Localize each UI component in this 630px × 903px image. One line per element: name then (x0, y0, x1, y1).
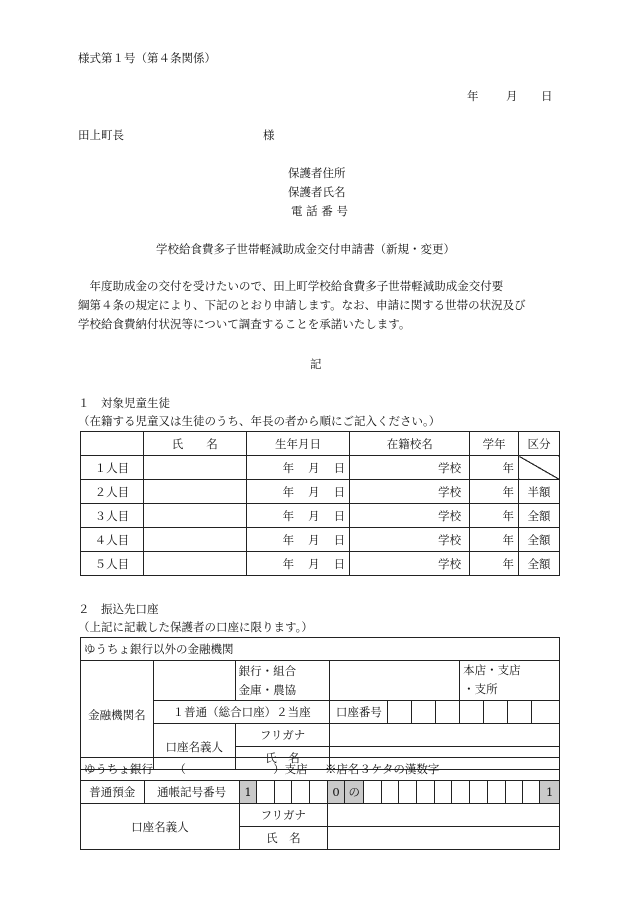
child-name-field[interactable] (143, 552, 246, 576)
institution-label: 金融機関名 (81, 661, 154, 770)
furigana-label: フリガナ (235, 724, 330, 747)
section2-note: （上記に記載した保護者の口座に限ります。） (78, 620, 313, 634)
birth-month-unit: 月 (308, 484, 320, 499)
holder-label: 口座名義人 (153, 724, 235, 770)
birth-year-unit: 年 (282, 484, 295, 499)
grade-suffix: 年 (502, 460, 515, 475)
child-label: １人目 (81, 456, 144, 480)
date-day-label: 日 (541, 89, 553, 103)
birth-day-unit: 日 (333, 508, 346, 523)
grade-suffix: 年 (502, 556, 515, 571)
child-grade-field[interactable] (470, 528, 519, 552)
other-bank-header: ゆうちょ銀行以外の金融機関 (81, 638, 560, 661)
passbook-digit[interactable] (434, 781, 451, 804)
child-name-field[interactable] (143, 480, 246, 504)
passbook-digit[interactable] (399, 781, 417, 804)
account-number-label: 口座番号 (330, 701, 388, 724)
children-table (80, 431, 560, 576)
child-school-field[interactable] (350, 528, 470, 552)
applicant-phone-label: 電 話 番 号 (291, 204, 348, 218)
child-birth-field[interactable] (246, 456, 350, 480)
account-digit[interactable] (388, 701, 412, 724)
passbook-no-separator: の (345, 781, 364, 804)
child-category: 全額 (519, 528, 560, 552)
birth-month-unit: 月 (308, 460, 320, 475)
page-title: 学校給食費多子世帯軽減助成金交付申請書（新規・変更） (156, 242, 455, 256)
form-number: 様式第１号（第４条関係） (78, 51, 216, 65)
body-line-1: 年度助成金の交付を受けたいので、田上町学校給食費多子世帯軽減助成金交付要 (78, 279, 504, 293)
passbook-digit[interactable] (452, 781, 469, 804)
ki-marker: 記 (310, 357, 322, 371)
branch-type-options[interactable] (460, 661, 560, 701)
yucho-open-paren: （ (174, 762, 186, 776)
branch-types-line1: 本店・支店 (463, 663, 521, 677)
passbook-digit[interactable] (488, 781, 505, 804)
account-digit[interactable] (460, 701, 484, 724)
passbook-digit-last: 1 (540, 781, 560, 804)
children-header-school: 在籍校名 (350, 432, 470, 456)
yucho-holder-label: 口座名義人 (81, 804, 240, 850)
passbook-digit[interactable] (364, 781, 381, 804)
child-birth-field[interactable] (246, 504, 350, 528)
children-header-birth: 生年月日 (246, 432, 350, 456)
child-grade-field[interactable] (470, 456, 519, 480)
child-grade-field[interactable] (470, 480, 519, 504)
children-row (81, 504, 560, 528)
holder-furigana-field[interactable] (330, 724, 560, 747)
yucho-holder-name-label: 氏 名 (239, 827, 327, 850)
passbook-digit[interactable] (257, 781, 274, 804)
child-birth-field[interactable] (246, 552, 350, 576)
applicant-name-label: 保護者氏名 (288, 185, 346, 199)
child-name-field[interactable] (143, 504, 246, 528)
addressee-honorific: 様 (263, 128, 275, 142)
section2-heading: ２ 振込先口座 (78, 602, 159, 616)
yucho-table (80, 757, 560, 850)
school-suffix: 学校 (438, 508, 462, 523)
grade-suffix: 年 (502, 508, 515, 523)
child-name-field[interactable] (143, 528, 246, 552)
birth-month-unit: 月 (308, 508, 320, 523)
birth-day-unit: 日 (333, 556, 346, 571)
child-grade-field[interactable] (470, 552, 519, 576)
passbook-digit[interactable] (469, 781, 487, 804)
child-name-field[interactable] (143, 456, 246, 480)
bank-type-options[interactable] (235, 661, 330, 701)
children-header-blank (81, 432, 144, 456)
children-header-grade: 学年 (470, 432, 519, 456)
birth-day-unit: 日 (333, 460, 346, 475)
bank-name-field[interactable] (153, 661, 235, 701)
child-category: 全額 (519, 504, 560, 528)
passbook-digit[interactable] (522, 781, 539, 804)
passbook-digit-fixed: 1 (239, 781, 256, 804)
body-line-2: 綱第４条の規定により、下記のとおり申請します。なお、申請に関する世帯の状況及び (78, 298, 526, 312)
deposit-type: 普通預金 (81, 781, 145, 804)
yucho-furigana-label: フリガナ (239, 804, 327, 827)
children-header-category: 区分 (519, 432, 560, 456)
child-school-field[interactable] (350, 456, 470, 480)
birth-month-unit: 月 (308, 532, 320, 547)
passbook-digit[interactable] (292, 781, 310, 804)
child-birth-field[interactable] (246, 480, 350, 504)
grade-suffix: 年 (502, 484, 515, 499)
child-birth-field[interactable] (246, 528, 350, 552)
branch-types-line2: ・支所 (463, 682, 498, 696)
account-digit[interactable] (531, 701, 559, 724)
grade-suffix: 年 (502, 532, 515, 547)
child-grade-field[interactable] (470, 504, 519, 528)
children-row (81, 456, 560, 480)
birth-year-unit: 年 (282, 532, 295, 547)
birth-year-unit: 年 (282, 508, 295, 523)
child-category: 半額 (519, 480, 560, 504)
other-bank-table (80, 637, 560, 770)
account-type-options[interactable]: １普通（総合口座）２当座 (153, 701, 330, 724)
child-label: ２人目 (81, 480, 144, 504)
passbook-digit[interactable] (274, 781, 291, 804)
child-category-diagonal (519, 456, 560, 480)
passbook-digit[interactable] (505, 781, 522, 804)
children-row (81, 528, 560, 552)
child-label: ５人目 (81, 552, 144, 576)
yucho-header-row (81, 758, 560, 781)
addressee-name: 田上町長 (78, 128, 124, 142)
children-row (81, 480, 560, 504)
branch-name-field[interactable] (330, 661, 460, 701)
date-month-label: 月 (506, 89, 518, 103)
child-school-field[interactable] (350, 480, 470, 504)
birth-day-unit: 日 (333, 484, 346, 499)
school-suffix: 学校 (438, 460, 462, 475)
passbook-digit[interactable] (381, 781, 398, 804)
birth-year-unit: 年 (282, 460, 295, 475)
body-line-3: 学校給食費納付状況等について調査することを承諾いたします。 (78, 317, 411, 331)
yucho-furigana-field[interactable] (327, 804, 559, 827)
birth-month-unit: 月 (308, 556, 320, 571)
section1-note: （在籍する児童又は生徒のうち、年長の者から順にご記入ください。） (78, 414, 441, 428)
school-suffix: 学校 (438, 556, 462, 571)
birth-year-unit: 年 (282, 556, 295, 571)
passbook-digit[interactable] (310, 781, 327, 804)
passbook-label: 通帳記号番号 (144, 781, 239, 804)
yucho-label: ゆうちょ銀行 (84, 762, 153, 776)
holder-name-label: 氏 名 (235, 747, 330, 770)
account-digit[interactable] (412, 701, 436, 724)
yucho-branch-close: ）支店 (273, 762, 308, 776)
child-school-field[interactable] (350, 504, 470, 528)
date-year-label: 年 (467, 89, 479, 103)
applicant-address-label: 保護者住所 (288, 166, 346, 180)
child-school-field[interactable] (350, 552, 470, 576)
yucho-holder-name-field[interactable] (327, 827, 559, 850)
passbook-digit[interactable] (417, 781, 434, 804)
passbook-digit-zero: 0 (327, 781, 344, 804)
bank-types-line2: 金庫・農協 (238, 682, 297, 697)
bank-types-line1: 銀行・組合 (238, 663, 297, 678)
birth-day-unit: 日 (333, 532, 346, 547)
account-digit[interactable] (436, 701, 460, 724)
account-digit[interactable] (484, 701, 508, 724)
section1-heading: １ 対象児童生徒 (78, 396, 170, 410)
children-header-name: 氏 名 (143, 432, 246, 456)
account-digit[interactable] (508, 701, 532, 724)
child-category: 全額 (519, 552, 560, 576)
yucho-note: ※店名３ケタの漢数字 (324, 762, 440, 776)
child-label: ３人目 (81, 504, 144, 528)
child-label: ４人目 (81, 528, 144, 552)
school-suffix: 学校 (438, 532, 462, 547)
children-row (81, 552, 560, 576)
school-suffix: 学校 (438, 484, 462, 499)
